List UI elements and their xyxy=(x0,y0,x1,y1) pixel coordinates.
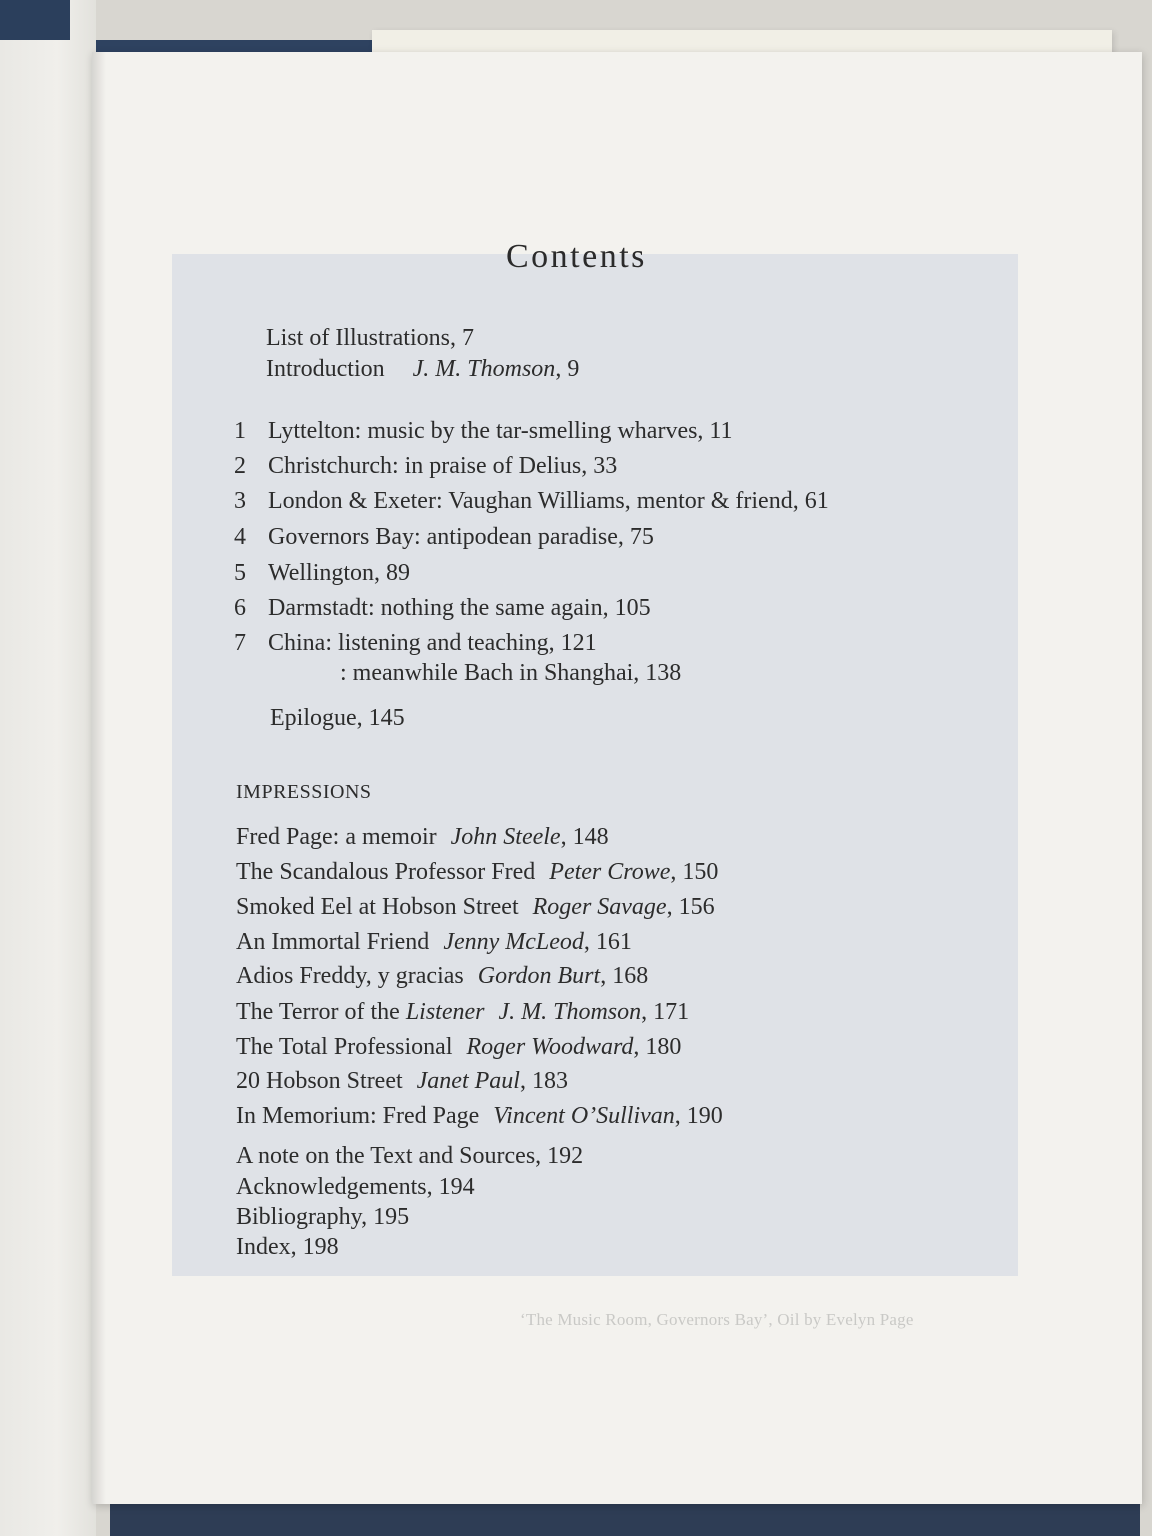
impressions-heading: IMPRESSIONS xyxy=(236,781,372,803)
impression-entry: 20 Hobson Street Janet Paul, 183 xyxy=(236,1068,568,1094)
chapter-title: Darmstadt: nothing the same again, 105 xyxy=(268,595,651,621)
chapter-title: London & Exeter: Vaughan Williams, mentor & friend, 61 xyxy=(268,488,829,514)
chapter-number: 3 xyxy=(234,488,246,514)
impression-entry: Fred Page: a memoir John Steele, 148 xyxy=(236,824,609,850)
chapter-subtitle: : meanwhile Bach in Shanghai, 138 xyxy=(340,660,682,686)
entry-title: Introduction xyxy=(266,356,385,382)
entry-page: , 9 xyxy=(555,356,580,382)
show-through-caption: ‘The Music Room, Governors Bay’, Oil by Evelyn Page xyxy=(520,1310,914,1329)
chapter-number: 5 xyxy=(234,560,246,586)
cover-cloth-bottom xyxy=(110,1500,1140,1536)
chapter-number: 7 xyxy=(234,630,246,656)
chapter-number: 2 xyxy=(234,453,246,479)
toc-entry-epilogue: Epilogue, 145 xyxy=(270,705,405,731)
entry-author: J. M. Thomson xyxy=(412,356,556,382)
cover-cloth-corner xyxy=(0,0,70,40)
chapter-title: Lyttelton: music by the tar-smelling wharves, 11 xyxy=(268,418,733,444)
impression-entry: Adios Freddy, y gracias Gordon Burt, 168 xyxy=(236,963,649,989)
toc-entry-index: Index, 198 xyxy=(236,1234,339,1260)
chapter-number: 4 xyxy=(234,524,246,550)
toc-entry-introduction xyxy=(266,356,579,383)
impression-entry: The Terror of the Listener J. M. Thomson, 171 xyxy=(236,999,690,1025)
book-cover-left xyxy=(0,0,96,1536)
impression-entry: An Immortal Friend Jenny McLeod, 161 xyxy=(236,929,632,955)
gutter-shadow xyxy=(92,52,106,1504)
impression-entry: Smoked Eel at Hobson Street Roger Savage, 156 xyxy=(236,894,715,920)
impression-entry: The Total Professional Roger Woodward, 180 xyxy=(236,1034,682,1060)
chapter-title: Governors Bay: antipodean paradise, 75 xyxy=(268,524,654,550)
chapter-title: Christchurch: in praise of Delius, 33 xyxy=(268,453,618,479)
impression-entry: In Memorium: Fred Page Vincent O’Sullivan, 190 xyxy=(236,1103,723,1129)
impression-entry: The Scandalous Professor Fred Peter Crowe, 150 xyxy=(236,859,719,885)
toc-entry-acknowledgements: Acknowledgements, 194 xyxy=(236,1174,475,1200)
chapter-title: China: listening and teaching, 121 xyxy=(268,630,597,656)
chapter-number: 1 xyxy=(234,418,246,444)
chapter-title: Wellington, 89 xyxy=(268,560,411,586)
toc-entry-note-on-text: A note on the Text and Sources, 192 xyxy=(236,1143,584,1169)
contents-heading: Contents xyxy=(506,238,647,275)
toc-entry-list-of-illustrations: List of Illustrations, 7 xyxy=(266,325,474,351)
toc-entry-bibliography: Bibliography, 195 xyxy=(236,1204,410,1230)
chapter-number: 6 xyxy=(234,595,246,621)
